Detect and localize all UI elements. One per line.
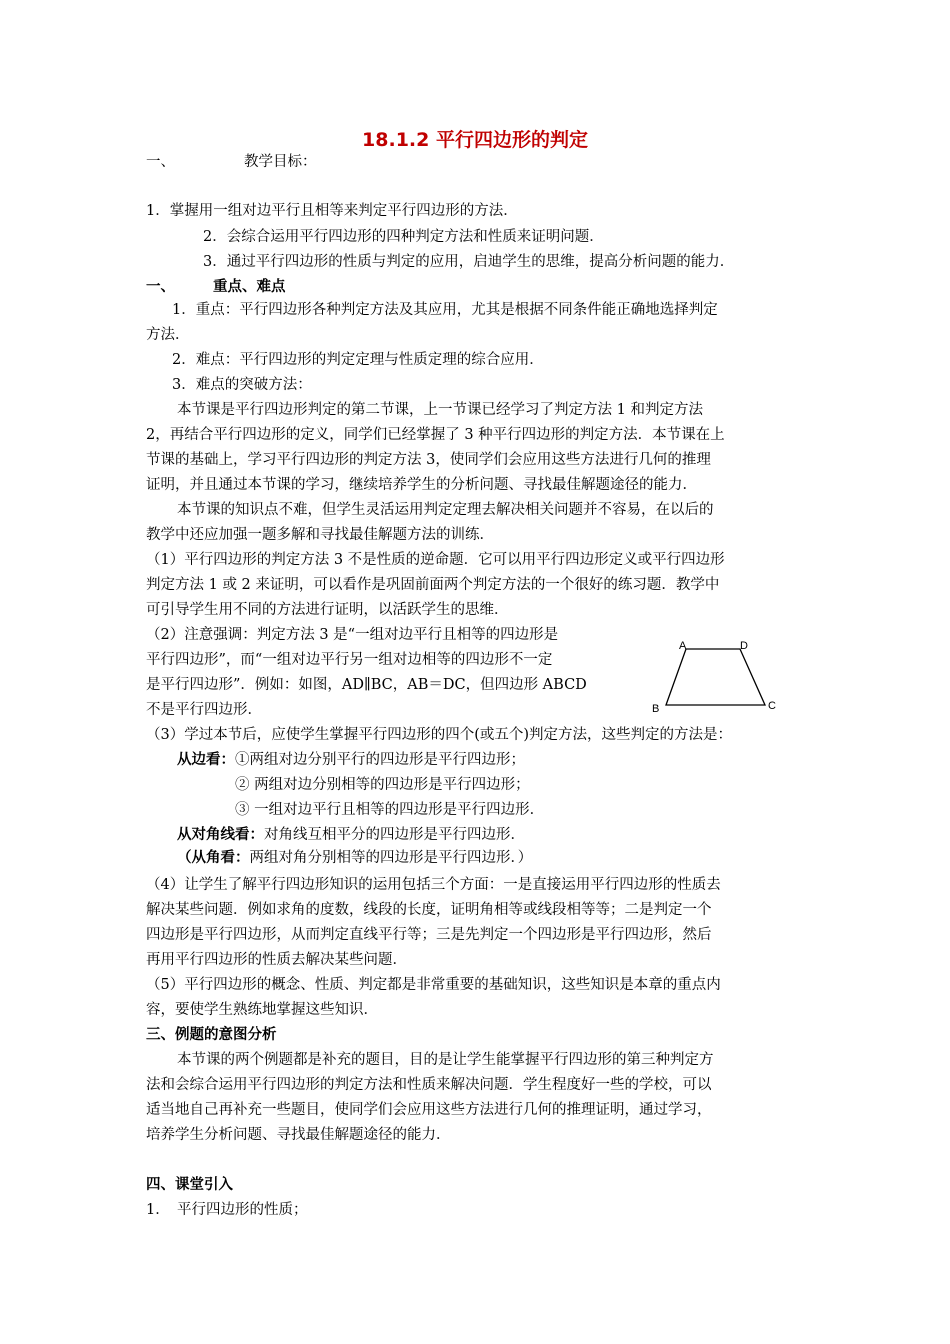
list-item-line: 可引导学生用不同的方法进行证明，以活跃学生的思维． (146, 602, 509, 618)
key-item: 方法． (146, 327, 190, 343)
paragraph-line: 本节课的两个例题都是补充的题目，目的是让学生能掌握平行四边形的第三种判定方 (177, 1052, 714, 1068)
method-text: 两组对角分别相等的四边形是平行四边形．） (249, 850, 533, 866)
list-item-line: 再用平行四边形的性质去解决某些问题． (146, 952, 407, 968)
list-item-line: 判定方法 1 或 2 来证明，可以看作是巩固前面两个判定方法的一个很好的练习题．教学中 (146, 577, 720, 593)
section-heading-intro: 四、课堂引入 (146, 1177, 233, 1193)
list-item-line: 是平行四边形”．例如：如图，AD∥BC，AB＝DC，但四边形 ABCD (146, 677, 587, 693)
paragraph-line: 节课的基础上，学习平行四边形的判定方法 3，使同学们会应用这些方法进行几何的推理 (146, 452, 711, 468)
method-text: 对角线互相平分的四边形是平行四边形． (264, 827, 525, 843)
section-number: 一、 (146, 279, 175, 295)
paragraph-line: 法和会综合运用平行四边形的判定方法和性质来解决问题．学生程度好一些的学校，可以 (146, 1077, 712, 1093)
method-row (177, 750, 525, 770)
method-text: ③ 一组对边平行且相等的四边形是平行四边形． (235, 802, 545, 818)
paragraph-line: 培养学生分析问题、寻找最佳解题途径的能力． (146, 1127, 451, 1143)
method-text: ①两组对边分别平行的四边形是平行四边形； (235, 752, 525, 768)
list-item-line: 解决某些问题．例如求角的度数，线段的长度，证明角相等或线段相等等；二是判定一个 (146, 902, 712, 918)
method-row (177, 825, 525, 845)
section-heading-goals: 教学目标： (244, 154, 317, 170)
trapezoid-figure (648, 634, 788, 716)
page-title: 18.1.2 平行四边形的判定 (362, 129, 588, 151)
paragraph-line: 本节课是平行四边形判定的第二节课，上一节课已经学习了判定方法 1 和判定方法 (177, 402, 703, 418)
section-number: 一、 (146, 154, 175, 170)
section-heading-keypoints: 重点、难点 (213, 279, 286, 295)
paragraph-line: 2，再结合平行四边形的定义，同学们已经掌握了 3 种平行四边形的判定方法．本节课在上 (146, 427, 725, 443)
key-item: 1．重点：平行四边形各种判定方法及其应用，尤其是根据不同条件能正确地选择判定 (172, 302, 718, 318)
method-text: ② 两组对边分别相等的四边形是平行四边形； (235, 777, 530, 793)
paragraph-line: 教学中还应加强一题多解和寻找最佳解题方法的训练． (146, 527, 494, 543)
list-item-line: （5）平行四边形的概念、性质、判定都是非常重要的基础知识，这些知识是本章的重点内 (146, 977, 721, 993)
goal-item: 2．会综合运用平行四边形的四种判定方法和性质来证明问题． (203, 229, 604, 245)
intro-item-number: 1． (146, 1202, 170, 1218)
side-label: 从边看： (177, 752, 235, 768)
list-item-line: （4）让学生了解平行四边形知识的运用包括三个方面：一是直接运用平行四边形的性质去 (146, 877, 721, 893)
list-item-line: 四边形是平行四边形，从而判定直线平行等；三是先判定一个四边形是平行四边形，然后 (146, 927, 712, 943)
intro-item: 平行四边形的性质； (177, 1202, 308, 1218)
trapezoid-shape (666, 649, 765, 705)
vertex-label-b: B (652, 703, 660, 715)
section-heading-examples: 三、例题的意图分析 (146, 1027, 277, 1043)
angle-label: （从角看： (177, 850, 250, 866)
goal-item: 1．掌握用一组对边平行且相等来判定平行四边形的方法． (146, 203, 518, 219)
list-item-line: 不是平行四边形． (146, 702, 262, 718)
key-item: 2．难点：平行四边形的判定定理与性质定理的综合应用． (172, 352, 544, 368)
list-item-line: （2）注意强调：判定方法 3 是“一组对边平行且相等的四边形是 (146, 627, 559, 643)
paragraph-line: 证明，并且通过本节课的学习，继续培养学生的分析问题、寻找最佳解题途径的能力． (146, 477, 697, 493)
paragraph-line: 适当地自己再补充一些题目，使同学们会应用这些方法进行几何的推理证明，通过学习， (146, 1102, 712, 1118)
vertex-label-a: A (679, 640, 687, 652)
list-item-line: （3）学过本节后，应使学生掌握平行四边形的四个(或五个)判定方法，这些判定的方法是： (146, 727, 733, 743)
list-item-line: （1）平行四边形的判定方法 3 不是性质的逆命题．它可以用平行四边形定义或平行四边形 (146, 552, 725, 568)
goal-item: 3．通过平行四边形的性质与判定的应用，启迪学生的思维，提高分析问题的能力． (203, 254, 735, 270)
method-row (177, 848, 532, 868)
key-item: 3．难点的突破方法： (172, 377, 312, 393)
list-item-line: 容，要使学生熟练地掌握这些知识． (146, 1002, 378, 1018)
diagonal-label: 从对角线看： (177, 827, 264, 843)
paragraph-line: 本节课的知识点不难，但学生灵活运用判定定理去解决相关问题并不容易，在以后的 (177, 502, 714, 518)
vertex-label-d: D (740, 640, 748, 652)
list-item-line: 平行四边形”，而“一组对边平行另一组对边相等的四边形不一定 (146, 652, 553, 668)
vertex-label-c: C (768, 700, 776, 712)
